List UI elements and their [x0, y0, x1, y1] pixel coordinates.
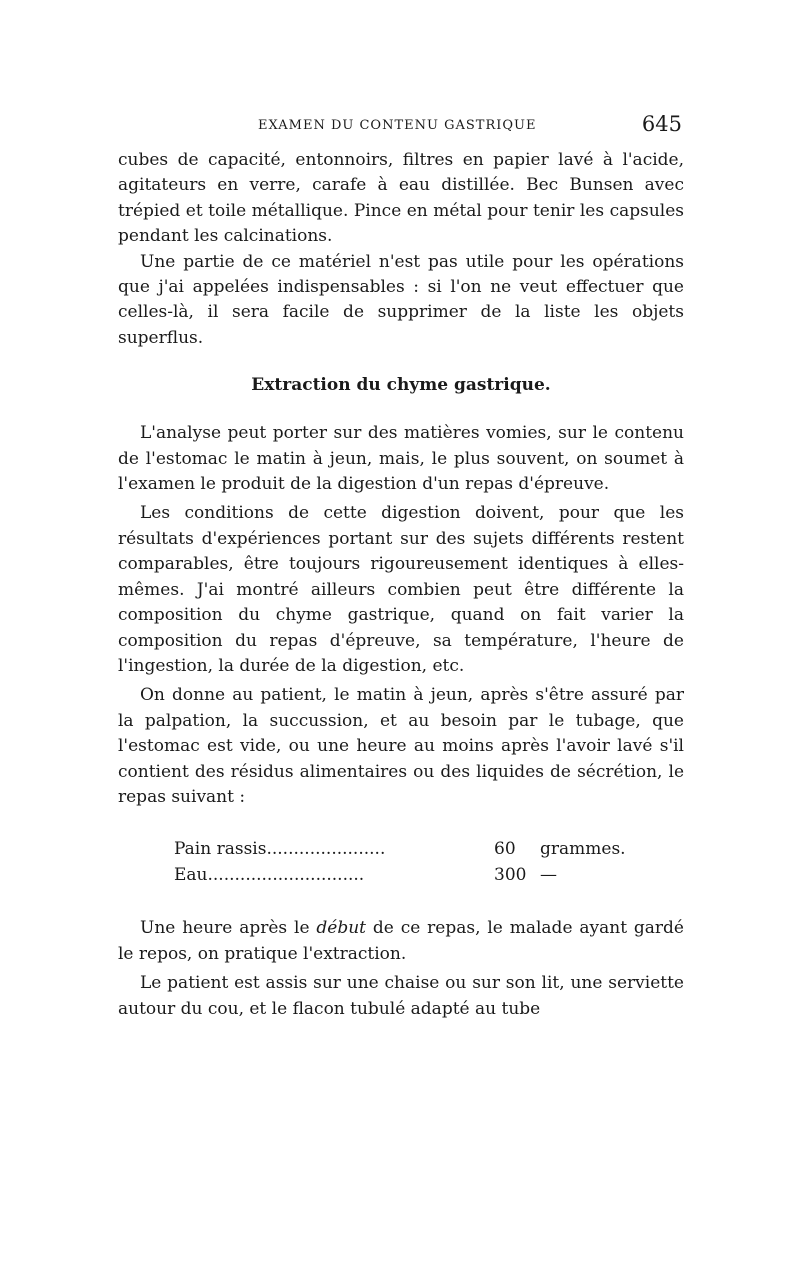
recipe-list — [174, 836, 684, 888]
recipe-row — [174, 862, 684, 888]
emphasis-text: début — [316, 918, 367, 939]
page-number: 645 — [641, 112, 682, 136]
recipe-row — [174, 836, 684, 862]
paragraph: Le patient est assis sur une chaise ou sur son lit, une serviette autour du cou, et le flacon tubulé adapté au tube — [118, 973, 684, 1019]
recipe-unit: — — [540, 865, 557, 886]
recipe-quantity: 300 — [494, 865, 527, 886]
recipe-item: Eau............................. — [174, 865, 365, 886]
paragraph: Une partie de ce matériel n'est pas utile pour les opérations que j'ai appelées indispensables : si l'on ne veut effectuer que celles-là, il sera facile de supprimer de la liste les objets superflus. — [118, 251, 684, 348]
recipe-item: Pain rassis...................... — [174, 839, 386, 860]
text-span: de ce repas, le malade ayant gardé le repos, on pratique l'extraction. — [118, 918, 684, 964]
paragraph: Les conditions de cette digestion doivent, pour que les résultats d'expériences portant sur des sujets différents restent comparables, être toujours rigoureusement identiques à elles-mêmes. J'ai montré ailleurs combien peut être différente la composition du chyme gastrique, quand on fait varier la composition du repas d'épreuve, sa température, l'heure de l'ingestion, la durée de la digestion, etc. — [118, 503, 684, 676]
paragraph-continued: cubes de capacité, entonnoirs, filtres en papier lavé à l'acide, agitateurs en verre, carafe à eau distillée. Bec Bunsen avec trépied et toile métallique. Pince en métal pour tenir les capsules pendant les calcinations. — [118, 150, 684, 247]
paragraph: On donne au patient, le matin à jeun, après s'être assuré par la palpation, la succussion, et au besoin par le tubage, que l'estomac est vide, ou une heure au moins après l'avoir lavé s'il contient des résidus alimentaires ou des liquides de sécrétion, le repas suivant : — [118, 685, 684, 807]
book-page — [118, 112, 684, 1022]
text-span: Une heure après le — [140, 918, 317, 939]
paragraph: L'analyse peut porter sur des matières vomies, sur le contenu de l'estomac le matin à jeun, mais, le plus souvent, on soumet à l'examen le produit de la digestion d'un repas d'épreuve. — [118, 423, 684, 495]
running-title: EXAMEN DU CONTENU GASTRIQUE — [258, 118, 537, 133]
paragraph — [118, 916, 684, 967]
recipe-quantity: 60 — [494, 839, 516, 860]
running-head — [118, 112, 684, 142]
section-title: Extraction du chyme gastrique. — [251, 375, 551, 396]
recipe-unit: grammes. — [540, 839, 626, 860]
